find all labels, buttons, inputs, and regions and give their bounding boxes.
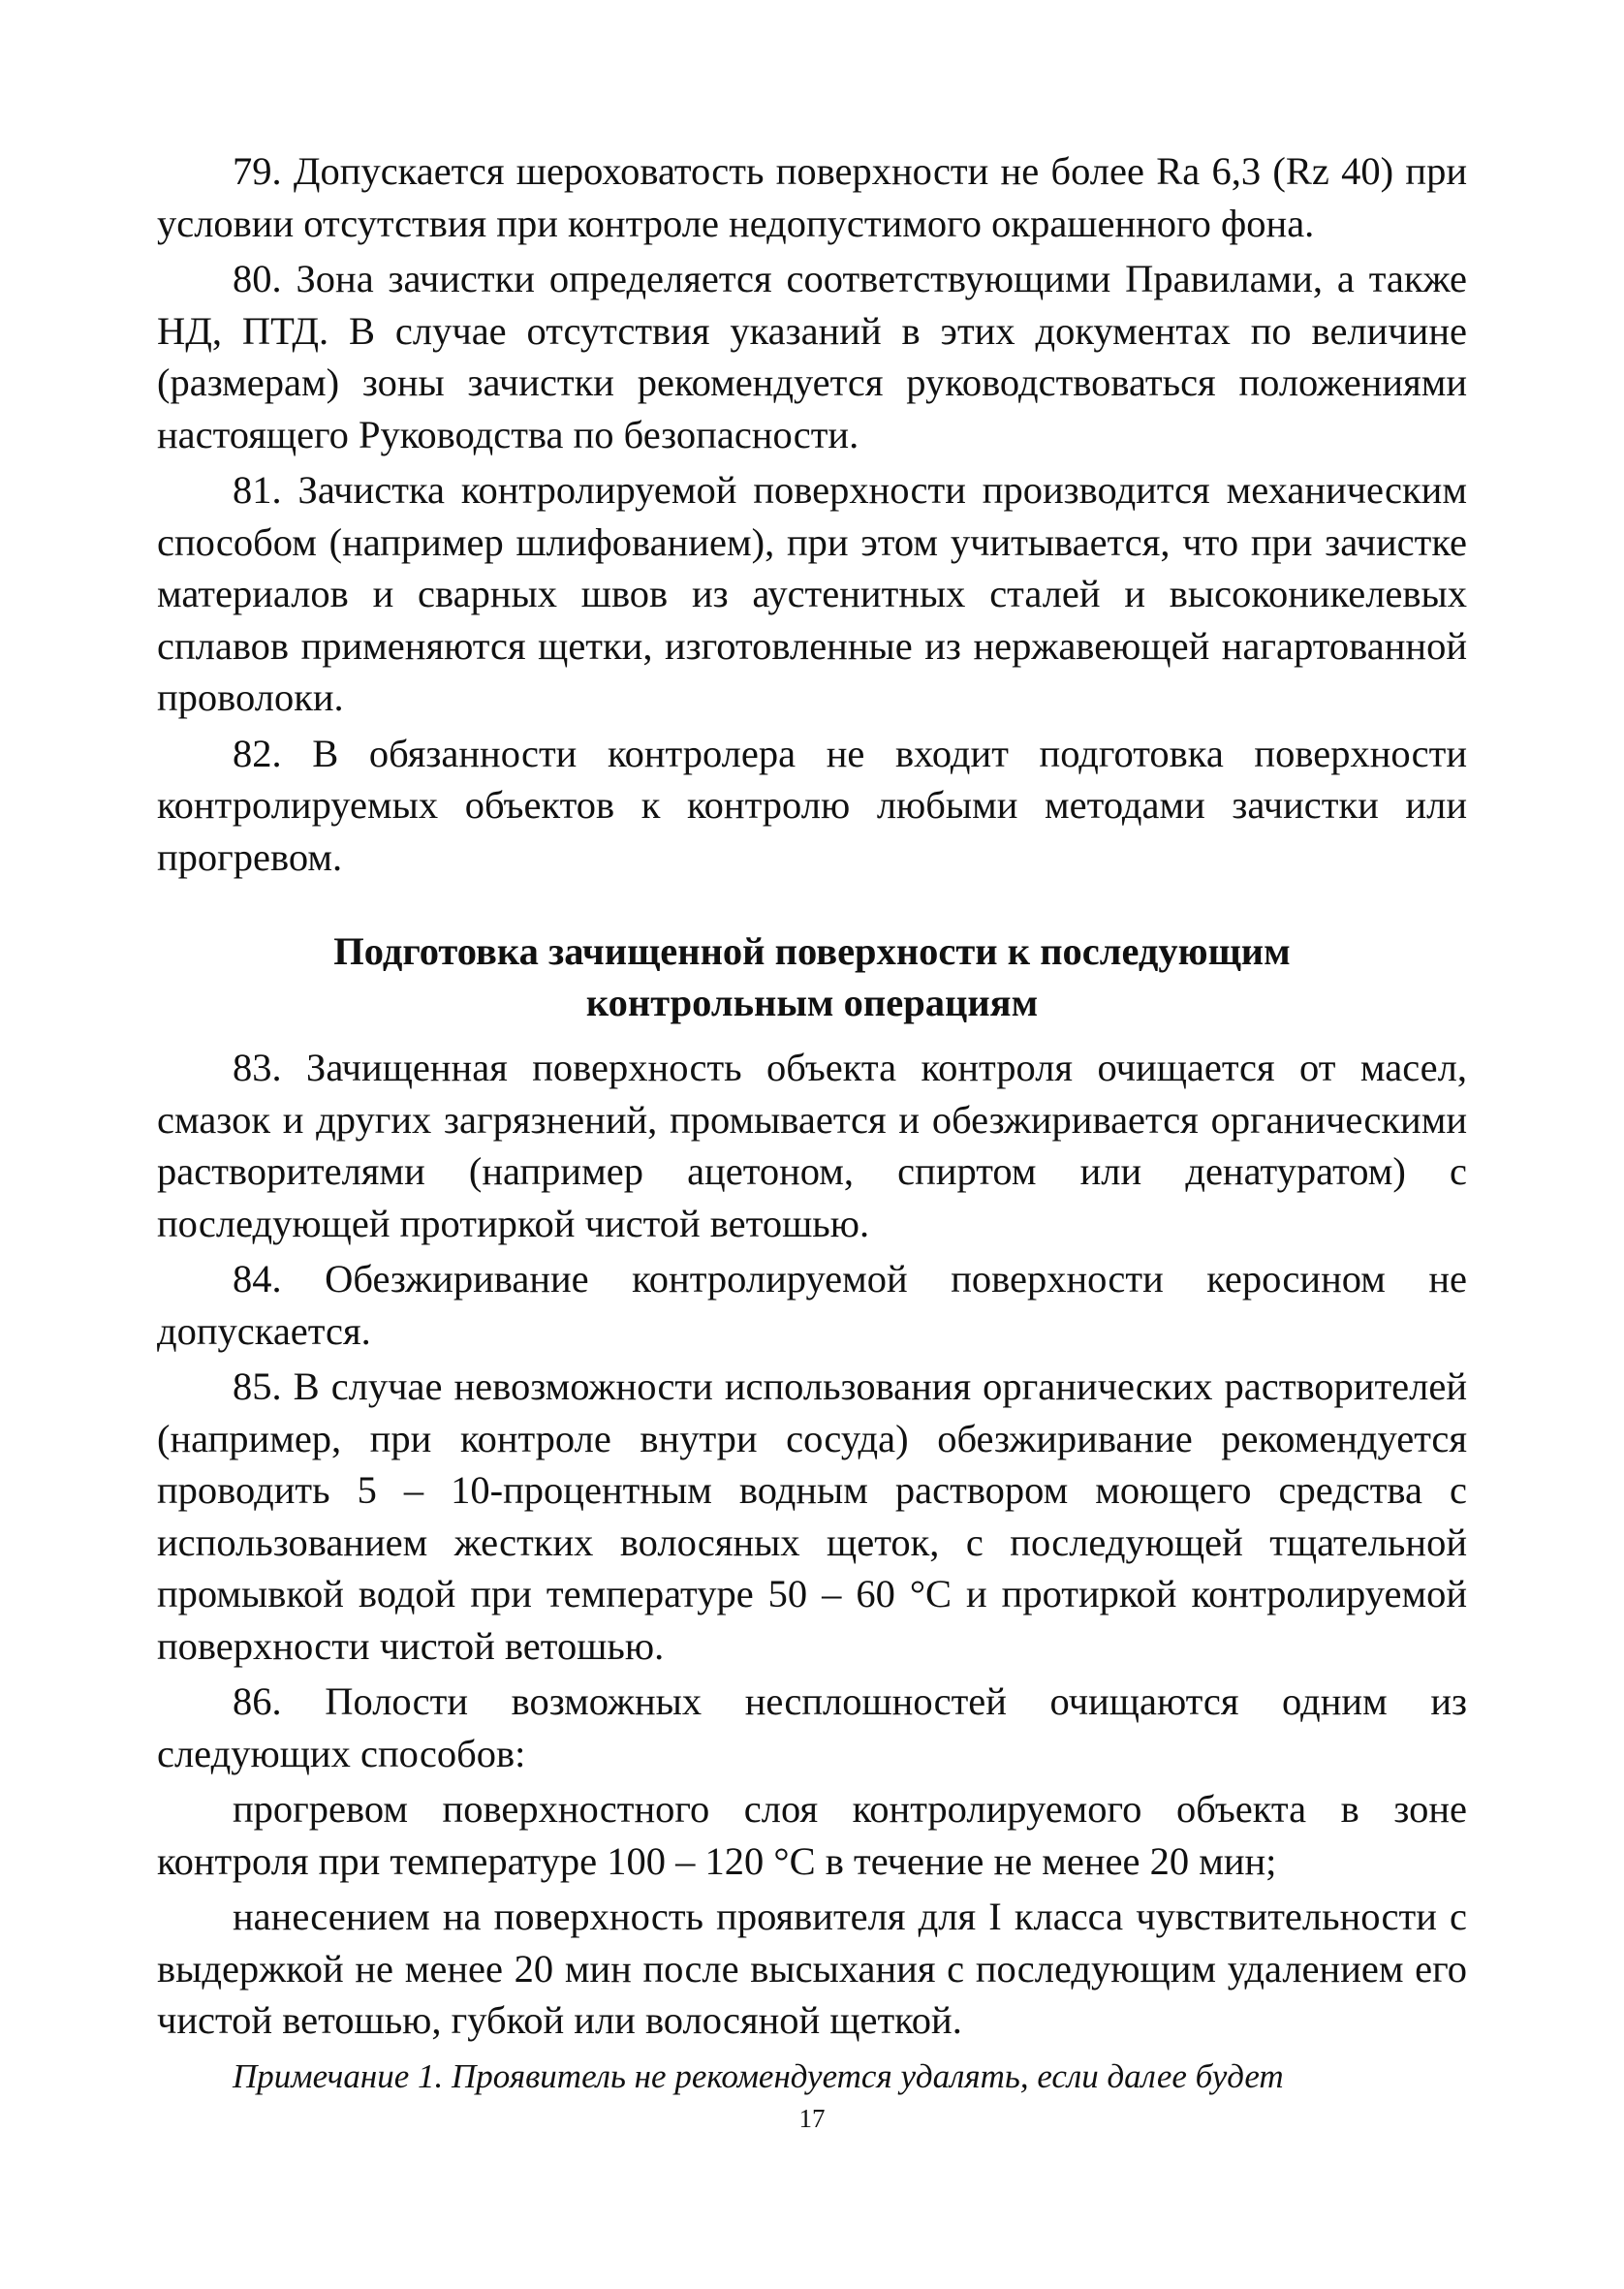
paragraph-80: 80. Зона зачистки определяется соответствующими Правилами, а также НД, ПТД. В случае отсутствия указаний в этих документах по величине (размерам) зоны зачистки рекомендуется руководствоваться положениями настоящего Руководства по безопасности. bbox=[157, 257, 1467, 456]
page-number: 17 bbox=[798, 2104, 826, 2133]
paragraph-86-option-1: прогревом поверхностного слоя контролируемого объекта в зоне контроля при температуре 100 – 120 °С в течение не менее 20 мин; bbox=[157, 1787, 1467, 1883]
paragraph-84: 84. Обезжиривание контролируемой поверхности керосином не допускается. bbox=[157, 1257, 1467, 1353]
paragraph-86-option-2: нанесением на поверхность проявителя для I класса чувствительности с выдержкой не менее 20 мин после высыхания с последующим удалением его чистой ветошью, губкой или волосяной щеткой. bbox=[157, 1895, 1467, 2042]
section-heading bbox=[157, 925, 1467, 1028]
paragraph-79: 79. Допускается шероховатость поверхности не более Ra 6,3 (Rz 40) при условии отсутствия при контроле недопустимого окрашенного фона. bbox=[157, 149, 1467, 245]
note-1: Примечание 1. Проявитель не рекомендуется удалять, если далее будет bbox=[233, 2056, 1284, 2095]
paragraph-85: 85. В случае невозможности использования органических растворителей (например, при контроле внутри сосуда) обезжиривание рекомендуется проводить 5 – 10-процентным водным раствором моющего средства с использованием жестких волосяных щеток, с последующей тщательной промывкой водой при температуре 50 – 60 °С и протиркой контролируемой поверхности чистой ветошью. bbox=[157, 1364, 1467, 1668]
paragraph-86: 86. Полости возможных несплошностей очищаются одним из следующих способов: bbox=[157, 1679, 1467, 1775]
section-heading-line-2: контрольным операциям bbox=[585, 981, 1039, 1024]
paragraph-82: 82. В обязанности контролера не входит подготовка поверхности контролируемых объектов к контролю любыми методами зачистки или прогревом. bbox=[157, 731, 1467, 879]
page-body bbox=[157, 145, 1467, 2101]
section-heading-line-1: Подготовка зачищенной поверхности к последующим bbox=[333, 929, 1291, 973]
paragraph-83: 83. Зачищенная поверхность объекта контроля очищается от масел, смазок и других загрязнений, промывается и обезжиривается органическими растворителями (например ацетоном, спиртом или денатуратом) с последующей протиркой чистой ветошью. bbox=[157, 1046, 1467, 1245]
paragraph-81: 81. Зачистка контролируемой поверхности производится механическим способом (например шлифованием), при этом учитывается, что при зачистке материалов и сварных швов из аустенитных сталей и высоконикелевых сплавов применяются щетки, изготовленные из нержавеющей нагартованной проволоки. bbox=[157, 468, 1467, 719]
